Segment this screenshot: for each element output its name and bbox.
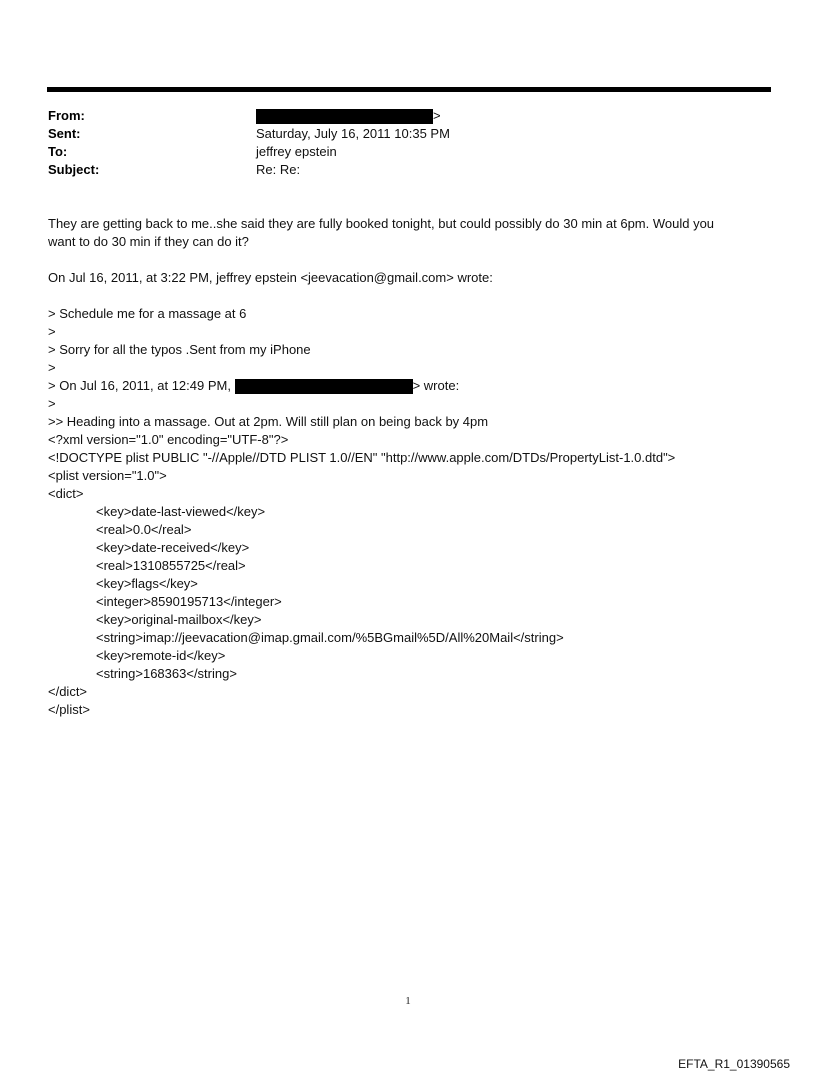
plist-line: <!DOCTYPE plist PUBLIC "-//Apple//DTD PLIST 1.0//EN" "http://www.apple.com/DTDs/PropertyList-1.0.dtd"> <box>48 450 676 465</box>
from-value <box>256 107 441 125</box>
plist-line: <?xml version="1.0" encoding="UTF-8"?> <box>48 432 289 447</box>
quoted-line: >> Heading into a massage. Out at 2pm. Will still plan on being back by 4pm <box>48 414 489 429</box>
plist-entry: <key>date-received</key> <box>96 540 250 555</box>
to-label: To: <box>48 144 68 159</box>
quote-suffix: > wrote: <box>412 378 460 393</box>
quoted-line: > <box>48 324 56 339</box>
plist-line: </plist> <box>48 702 90 717</box>
subject-row <box>48 161 768 179</box>
from-row <box>48 107 768 125</box>
to-value: jeffrey epstein <box>256 144 337 159</box>
redaction-block <box>235 379 413 394</box>
plist-entry: <key>original-mailbox</key> <box>96 612 262 627</box>
plist-entry: <key>remote-id</key> <box>96 648 226 663</box>
quoted-line <box>48 377 768 395</box>
quote-prefix: > On Jul 16, 2011, at 12:49 PM, <box>48 378 231 393</box>
plist-line: </dict> <box>48 684 88 699</box>
sent-row <box>48 125 768 143</box>
quoted-line: > <box>48 360 56 375</box>
plist-entry: <real>1310855725</real> <box>96 558 246 573</box>
spacer <box>48 251 768 269</box>
quoted-line: > Sorry for all the typos .Sent from my iPhone <box>48 342 311 357</box>
sent-value: Saturday, July 16, 2011 10:35 PM <box>256 126 450 141</box>
quoted-line: > Schedule me for a massage at 6 <box>48 306 247 321</box>
email-body <box>48 215 768 719</box>
plist-entry: <key>date-last-viewed</key> <box>96 504 266 519</box>
message-line: They are getting back to me..she said they are fully booked tonight, but could possibly do 30 min at 6pm. Would you <box>48 216 715 231</box>
to-row <box>48 143 768 161</box>
quote-attribution: On Jul 16, 2011, at 3:22 PM, jeffrey epstein <jeevacation@gmail.com> wrote: <box>48 270 493 285</box>
plist-entry: <real>0.0</real> <box>96 522 192 537</box>
plist-entry: <string>imap://jeevacation@imap.gmail.com/%5BGmail%5D/All%20Mail</string> <box>96 630 564 645</box>
plist-line: <dict> <box>48 486 84 501</box>
plist-line: <plist version="1.0"> <box>48 468 167 483</box>
header-rule <box>47 87 771 92</box>
from-label: From: <box>48 108 85 123</box>
from-suffix: > <box>433 108 441 123</box>
document-id: EFTA_R1_01390565 <box>678 1057 790 1071</box>
quoted-line: > <box>48 396 56 411</box>
plist-entry: <integer>8590195713</integer> <box>96 594 282 609</box>
plist-entry: <string>168363</string> <box>96 666 237 681</box>
subject-value: Re: Re: <box>256 162 301 177</box>
email-header <box>48 107 768 179</box>
plist-entry: <key>flags</key> <box>96 576 198 591</box>
message-line: want to do 30 min if they can do it? <box>48 234 249 249</box>
spacer <box>48 287 768 305</box>
page-number: 1 <box>405 995 411 1007</box>
sent-label: Sent: <box>48 126 81 141</box>
redaction-block <box>256 109 433 124</box>
subject-label: Subject: <box>48 162 100 177</box>
